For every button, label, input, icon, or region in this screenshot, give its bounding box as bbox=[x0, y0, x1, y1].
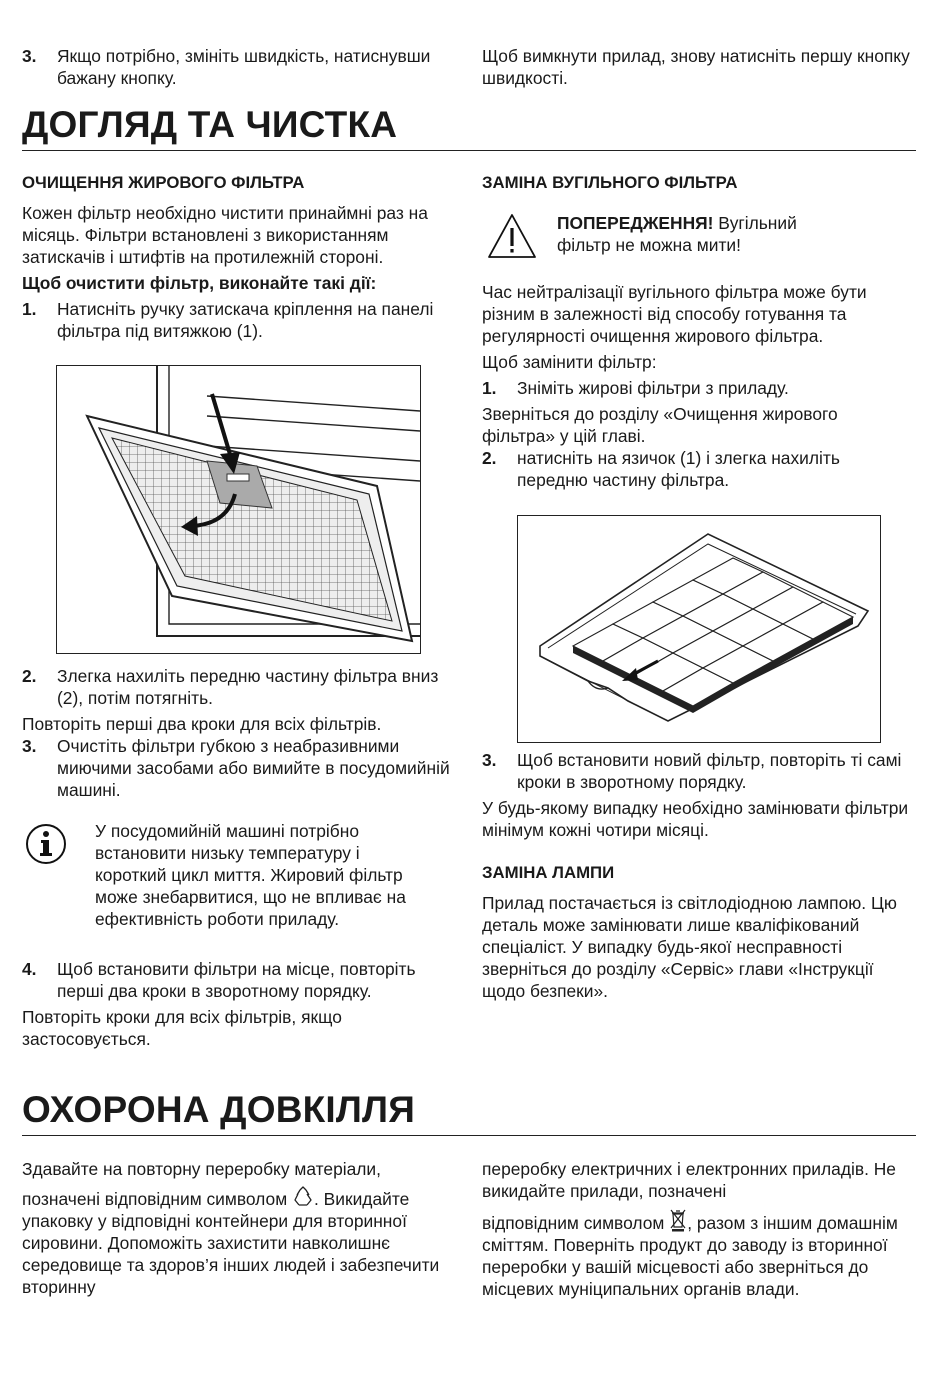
top-right-text: Щоб вимкнути прилад, знову натисніть першу кнопку швидкості. bbox=[482, 46, 910, 88]
charcoal-step-1 bbox=[482, 377, 914, 399]
step-text: Очистіть фільтри губкою з неабразивними миючими засобами або вимийте в посудомийній машині. bbox=[57, 736, 450, 800]
environment-right bbox=[482, 1158, 914, 1300]
grease-repeat-all: Повторіть кроки для всіх фільтрів, якщо застосовується. bbox=[22, 1007, 342, 1049]
env-right-text-c: , разом з іншим домашнім сміттям. Поверніть продукт до заводу із вторинної переробки у вашій місцевості або зверніться до місцевих муніципальних органів влади. bbox=[482, 1213, 898, 1299]
charcoal-note: У будь-якому випадку необхідно замінювати фільтри мінімум кожні чотири місяці. bbox=[482, 798, 909, 840]
env-left-text-b: позначені відповідним символом bbox=[22, 1189, 292, 1209]
env-right-paragraph bbox=[482, 1208, 914, 1300]
step-number: 2. bbox=[22, 666, 37, 686]
recycle-icon bbox=[292, 1186, 314, 1208]
lamp-section bbox=[482, 862, 914, 1002]
charcoal-to-replace: Щоб замінити фільтр: bbox=[482, 352, 657, 372]
grease-step-2 bbox=[22, 665, 452, 709]
charcoal-filter-heading: ЗАМІНА ВУГІЛЬНОГО ФІЛЬТРА bbox=[482, 173, 738, 192]
charcoal-reference: Зверніться до розділу «Очищення жирового фільтра» у цій главі. bbox=[482, 404, 838, 446]
charcoal-filter-body-end bbox=[482, 749, 914, 841]
warning-label: ПОПЕРЕДЖЕННЯ! bbox=[557, 213, 714, 233]
lamp-heading: ЗАМІНА ЛАМПИ bbox=[482, 863, 615, 882]
env-right-text-b: відповідним символом bbox=[482, 1213, 670, 1233]
grease-filter-illustration bbox=[56, 365, 421, 654]
step-text: Натисніть ручку затискача кріплення на панелі фільтра під витяжкою (1). bbox=[57, 299, 434, 341]
grease-step-4 bbox=[22, 958, 452, 1002]
info-note bbox=[22, 820, 452, 930]
charcoal-filter-section bbox=[482, 172, 922, 194]
grease-filter-intro: Кожен фільтр необхідно чистити принаймні раз на місяць. Фільтри встановлені з використанням затискачів і штифтів на протилежній стороні. bbox=[22, 203, 428, 267]
step-number: 1. bbox=[22, 299, 37, 319]
step-text: Щоб встановити новий фільтр, повторіть ті самі кроки в зворотному порядку. bbox=[517, 750, 902, 792]
env-right-line1: переробку електричних і електронних приладів. Не викидайте прилади, позначені bbox=[482, 1159, 896, 1201]
grease-step-3 bbox=[22, 735, 452, 801]
step-text: Якщо потрібно, змініть швидкість, натиснувши бажану кнопку. bbox=[57, 46, 431, 88]
grease-filter-section-end bbox=[22, 958, 452, 1050]
step-number: 2. bbox=[482, 448, 497, 468]
environment-left bbox=[22, 1158, 452, 1298]
step-text: натисніть на язичок (1) і злегка нахиліть передню частину фільтра. bbox=[517, 448, 840, 490]
grease-step-1 bbox=[22, 298, 452, 342]
step-text: Щоб встановити фільтри на місце, повторіть перші два кроки в зворотному порядку. bbox=[57, 959, 416, 1001]
step-text: Зніміть жирові фільтри з приладу. bbox=[517, 378, 789, 398]
info-icon bbox=[24, 822, 68, 866]
charcoal-filter-body bbox=[482, 281, 914, 491]
charcoal-intro: Час нейтралізації вугільного фільтра може бути різним в залежності від способу готування та регулярності очищення жирового фільтра. bbox=[482, 282, 867, 346]
warning-text-block bbox=[557, 212, 847, 256]
step-number: 4. bbox=[22, 959, 37, 979]
top-step-3 bbox=[22, 45, 452, 89]
grease-filter-section bbox=[22, 172, 452, 342]
step-text: Злегка нахиліть передню частину фільтра вниз (2), потім потягніть. bbox=[57, 666, 439, 708]
section-title-environment: ОХОРОНА ДОВКІЛЛЯ bbox=[22, 1088, 916, 1136]
grease-repeat-note: Повторіть перші два кроки для всіх фільтрів. bbox=[22, 714, 382, 734]
warning-note bbox=[482, 208, 922, 268]
warning-icon bbox=[486, 212, 538, 260]
lamp-text: Прилад постачається із світлодіодною лампою. Цю деталь може замінювати лише кваліфікований спеціаліст. У випадку будь-якої несправності зверніться до розділу «Сервіс» глави «Інструкції щодо безпеки». bbox=[482, 893, 897, 1001]
charcoal-step-2 bbox=[482, 447, 914, 491]
env-left-paragraph bbox=[22, 1186, 452, 1298]
charcoal-filter-drawing bbox=[518, 516, 880, 742]
grease-filter-drawing bbox=[57, 366, 420, 653]
warning-text: Вугільний фільтр не можна мити! bbox=[557, 213, 797, 255]
step-number: 1. bbox=[482, 378, 497, 398]
step-number: 3. bbox=[482, 750, 497, 770]
env-left-line1: Здавайте на повторну переробку матеріали, bbox=[22, 1159, 381, 1179]
info-text: У посудомийній машині потрібно встановити низьку температуру і короткий цикл миття. Жировий фільтр може знебарвитися, що не впливає на ефективність роботи приладу. bbox=[95, 821, 406, 929]
charcoal-step-3 bbox=[482, 749, 914, 793]
env-left-text-c: . Викидайте упаковку у відповідні контейнери для вторинної сировини. Допоможіть захистити навколишнє середовище та здоров’я інших людей і забезпечити вторинну bbox=[22, 1189, 440, 1297]
grease-filter-section-cont bbox=[22, 665, 452, 801]
step-number: 3. bbox=[22, 736, 37, 756]
grease-filter-howto: Щоб очистити фільтр, виконайте такі дії: bbox=[22, 273, 377, 293]
crossed-bin-icon bbox=[669, 1208, 687, 1232]
grease-filter-heading: ОЧИЩЕННЯ ЖИРОВОГО ФІЛЬТРА bbox=[22, 173, 305, 192]
section-title-care: ДОГЛЯД ТА ЧИСТКА bbox=[22, 103, 916, 151]
step-number: 3. bbox=[22, 46, 37, 66]
charcoal-filter-illustration bbox=[517, 515, 881, 743]
